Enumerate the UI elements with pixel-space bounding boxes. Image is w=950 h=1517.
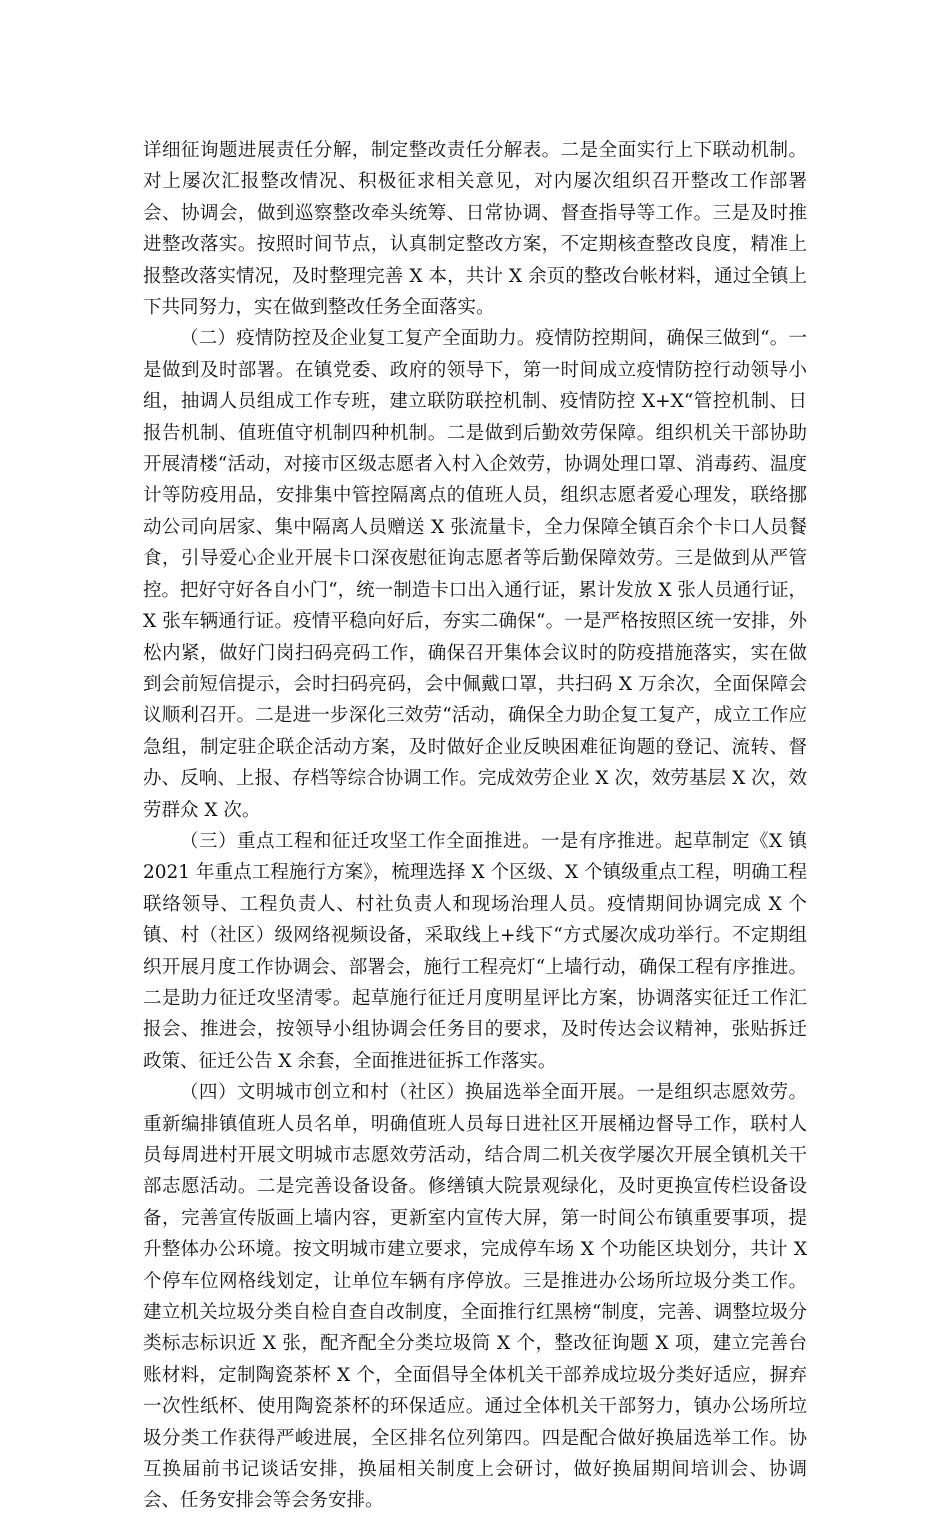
paragraph-rectification: 详细征询题进展责任分解，制定整改责任分解表。二是全面实行上下联动机制。对上屡次汇报整改情况、积极征求相关意见，对内屡次组织召开整改工作部署会、协调会，做到巡察整改牵头统筹、日常协调、督查指导等工作。三是及时推进整改落实。按照时间节点，认真制定整改方案，不定期核查整改良度，精准上报整改落实情况，及时整理完善 X 本，共计 X 余页的整改台帐材料，通过全镇上下共同努力，实在做到整改任务全面落实。	[143, 140, 807, 319]
paragraph-civilized-city: （四）文明城市创立和村（社区）换届选举全面开展。一是组织志愿效劳。重新编排镇值班人员名单，明确值班人员每日进社区开展桶边督导工作，联村人员每周进村开展文明城市志愿效劳活动，结合周二机关夜学屡次开展全镇机关干部志愿活动。二是完善设备设备。修缮镇大院景观绿化，及时更换宣传栏设备设备，完善宣传版画上墙内容，更新室内宣传大屏，第一时间公布镇重要事项，提升整体办公环境。按文明城市建立要求，完成停车场 X 个功能区块划分，共计 X 个停车位网格线划定，让单位车辆有序停放。三是推进办公场所垃圾分类工作。建立机关垃圾分类自检自查自改制度，全面推行红黑榜“制度，完善、调整垃圾分类标志标识近 X 张，配齐配全分类垃圾筒 X 个，整改征询题 X 项，建立完善台账材料，定制陶瓷茶杯 X 个，全面倡导全体机关干部养成垃圾分类好适应，摒弃一次性纸杯、使用陶瓷茶杯的环保适应。通过全体机关干部努力，镇办公场所垃圾分类工作获得严峻进展，全区排名位列第四。四是配合做好换届选举工作。协互换届前书记谈话安排，换届相关制度上会研讨，做好换届期间培训会、协调会、任务安排会等会务安排。	[143, 1082, 807, 1512]
paragraph-key-projects: （三）重点工程和征迁攻坚工作全面推进。一是有序推进。起草制定《X 镇 2021 年重点工程施行方案》，梳理选择 X 个区级、X 个镇级重点工程，明确工程联络领导、工程负责人、村社负责人和现场治理人员。疫情期间协调完成 X 个镇、村（社区）级网络视频设备，采取线上+线下“方式屡次成功举行。不定期组织开展月度工作协调会、部署会，施行工程亮灯“上墙行动，确保工程有序推进。二是助力征迁攻坚清零。起草施行征迁月度明星评比方案，协调落实征迁工作汇报会、推进会，按领导小组协调会任务目的要求，及时传达会议精神，张贴拆迁政策、征迁公告 X 余套，全面推进征拆工作落实。	[143, 830, 807, 1072]
paragraph-epidemic-prevention: （二）疫情防控及企业复工复产全面助力。疫情防控期间，确保三做到“。一是做到及时部署。在镇党委、政府的领导下，第一时间成立疫情防控行动领导小组，抽调人员组成工作专班，建立联防联控机制、疫情防控 X+X“管控机制、日报告机制、值班值守机制四种机制。二是做到后勤效劳保障。组织机关干部协助开展清楼“活动，对接市区级志愿者入村入企效劳，协调处理口罩、消毒药、温度计等防疫用品，安排集中管控隔离点的值班人员，组织志愿者爱心理发，联络挪动公司向居家、集中隔离人员赠送 X 张流量卡，全力保障全镇百余个卡口人员餐食，引导爱心企业开展卡口深夜慰征询志愿者等后勤保障效劳。三是做到从严管控。把好守好各自小门“，统一制造卡口出入通行证，累计发放 X 张人员通行证，X 张车辆通行证。疫情平稳向好后，夯实二确保“。一是严格按照区统一安排，外松内紧，做好门岗扫码亮码工作，确保召开集体会议时的防疫措施落实，实在做到会前短信提示，会时扫码亮码，会中佩戴口罩，共扫码 X 万余次，全面保障会议顺利召开。二是进一步深化三效劳“活动，确保全力助企复工复产，成立工作应急组，制定驻企联企活动方案，及时做好企业反映困难征询题的登记、流转、督办、反响、上报、存档等综合协调工作。完成效劳企业 X 次，效劳基层 X 次，效劳群众 X 次。	[143, 328, 807, 821]
document-page	[143, 135, 807, 1517]
